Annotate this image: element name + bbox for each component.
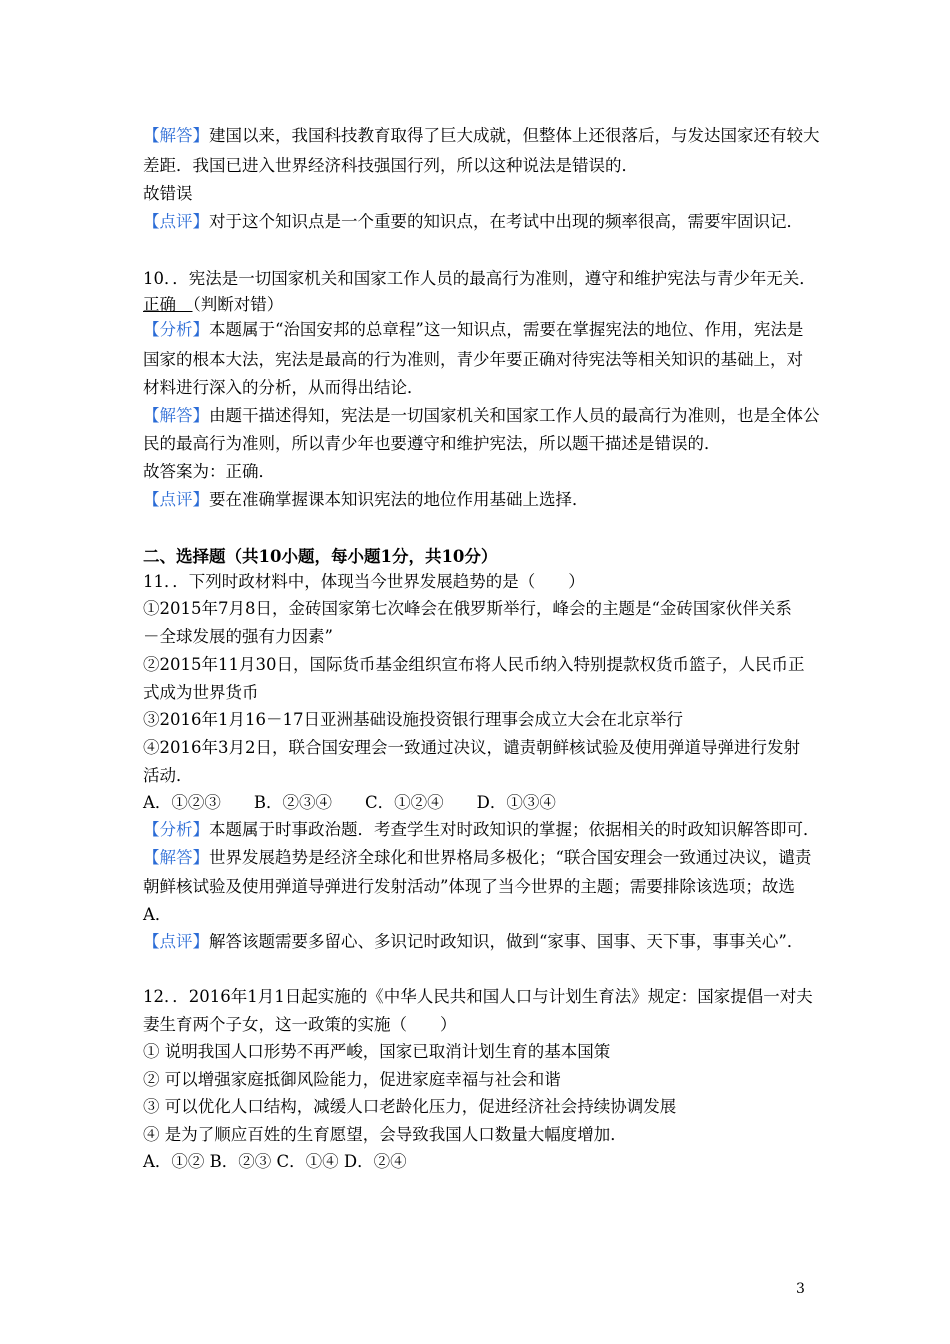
line-text: 式成为世界货币: [143, 683, 259, 702]
text-line: [143, 764, 811, 788]
comment-tag: 【点评】: [143, 932, 209, 951]
line-text: ④2016年3月2日，联合国安理会一致通过决议，谴责朝鲜核试验及使用弹道导弹进行发射: [143, 738, 800, 757]
text-line: [143, 460, 811, 484]
text-line: [143, 1068, 811, 1092]
answer-options: [143, 1150, 811, 1174]
line-text: 12．．2016年1月1日起实施的《中华人民共和国人口与计划生育法》规定：国家提倡一对夫: [143, 987, 813, 1006]
text-line: [143, 875, 811, 899]
answer-tag: 【解答】: [143, 406, 209, 425]
line-text: 活动．: [143, 766, 193, 785]
line-text: 对于这个知识点是一个重要的知识点，在考试中出现的频率很高，需要牢固识记．: [209, 212, 803, 231]
line-text: 解答该题需要多留心、多识记时政知识，做到“家事、国事、天下事，事事关心”．: [209, 932, 804, 951]
line-text: 民的最高行为准则，所以青少年也要遵守和维护宪法，所以题干描述是错误的．: [143, 434, 721, 453]
question-10: [143, 267, 816, 291]
line-text: A．①② B．②③ C．①④ D．②④: [143, 1152, 407, 1171]
line-text: ② 可以增强家庭抵御风险能力，促进家庭幸福与社会和谐: [143, 1070, 561, 1089]
line-text: 本题属于“治国安邦的总章程”这一知识点，需要在掌握宪法的地位、作用，宪法是: [209, 320, 804, 339]
line-text: ①2015年7月8日，金砖国家第七次峰会在俄罗斯举行，峰会的主题是“金砖国家伙伴关系: [143, 599, 792, 618]
line-text: A．①②③ B．②③④ C．①②④ D．①③④: [143, 793, 556, 812]
text-line: [143, 930, 811, 954]
text-line: [143, 154, 811, 178]
text-line: [143, 1095, 811, 1119]
text-line: [143, 318, 811, 342]
line-text: 由题干描述得知，宪法是一切国家机关和国家工作人员的最高行为准则，也是全体公: [209, 406, 820, 425]
line-text: 差距．我国已进入世界经济科技强国行列，所以这种说法是错误的．: [143, 156, 638, 175]
analysis-tag: 【分析】: [143, 820, 209, 839]
text-line: [143, 653, 811, 677]
text-line: [143, 681, 811, 705]
text-line: [143, 846, 811, 870]
text-line: [143, 404, 820, 428]
section-heading: [143, 545, 811, 569]
line-text: ③2016年1月16－17日亚洲基础设施投资银行理事会成立大会在北京举行: [143, 710, 683, 729]
line-text: 10．．宪法是一切国家机关和国家工作人员的最高行为准则，遵守和维护宪法与青少年无关．: [143, 269, 816, 288]
line-text: 要在准确掌握课本知识宪法的地位作用基础上选择．: [209, 490, 589, 509]
line-text: ① 说明我国人口形势不再严峻，国家已取消计划生育的基本国策: [143, 1042, 611, 1061]
text-line: [143, 376, 811, 400]
text-line: [143, 432, 811, 456]
text-line: [143, 1123, 811, 1147]
line-text: 世界发展趋势是经济全球化和世界格局多极化；“联合国安理会一致通过决议，谴责: [209, 848, 812, 867]
text-line: [143, 124, 820, 148]
filled-answer: 正确: [143, 295, 193, 314]
line-text: 11．．下列时政材料中，体现当今世界发展趋势的是（ ）: [143, 572, 585, 591]
text-line: [143, 488, 811, 512]
line-text: 故答案为：正确．: [143, 462, 275, 481]
text-line: [143, 597, 811, 621]
text-line: [143, 818, 820, 842]
line-text: A．: [143, 905, 172, 924]
answer-tag: 【解答】: [143, 848, 209, 867]
text-line: [143, 903, 811, 927]
line-text: 材料进行深入的分析，从而得出结论．: [143, 378, 424, 397]
question-12: [143, 985, 811, 1009]
text-line: [143, 736, 811, 760]
line-text: （判断对错）: [192, 295, 284, 314]
line-text: 国家的根本大法，宪法是最高的行为准则，青少年要正确对待宪法等相关知识的基础上，对: [143, 350, 803, 369]
line-text: 本题属于时事政治题．考查学生对时政知识的掌握；依据相关的时政知识解答即可．: [209, 820, 820, 839]
line-text: 故错误: [143, 184, 193, 203]
line-text: 妻生育两个子女，这一政策的实施（ ）: [143, 1015, 457, 1034]
text-line: [143, 210, 811, 234]
text-line: [143, 1040, 811, 1064]
line-text: ④ 是为了顺应百姓的生育愿望，会导致我国人口数量大幅度增加．: [143, 1125, 627, 1144]
text-line: [143, 348, 811, 372]
line-text: －全球发展的强有力因素”: [143, 627, 333, 646]
answer-options: [143, 791, 811, 815]
line-text: ②2015年11月30日，国际货币基金组织宣布将人民币纳入特别提款权货币篮子，人民币正: [143, 655, 805, 674]
text-line: [143, 708, 811, 732]
line-text: 建国以来，我国科技教育取得了巨大成就，但整体上还很落后，与发达国家还有较大: [209, 126, 820, 145]
page-number: 3: [796, 1281, 805, 1297]
comment-tag: 【点评】: [143, 212, 209, 231]
analysis-tag: 【分析】: [143, 320, 209, 339]
question-10-answer-line: [143, 293, 811, 317]
answer-tag: 【解答】: [143, 126, 209, 145]
question-11: [143, 570, 811, 594]
text-line: [143, 182, 811, 206]
line-text: 二、选择题（共10小题，每小题1分，共10分）: [143, 547, 498, 566]
line-text: 朝鲜核试验及使用弹道导弹进行发射活动”体现了当今世界的主题；需要排除该选项；故选: [143, 877, 795, 896]
text-line: [143, 625, 811, 649]
comment-tag: 【点评】: [143, 490, 209, 509]
line-text: ③ 可以优化人口结构，减缓人口老龄化压力，促进经济社会持续协调发展: [143, 1097, 677, 1116]
text-line: [143, 1013, 811, 1037]
